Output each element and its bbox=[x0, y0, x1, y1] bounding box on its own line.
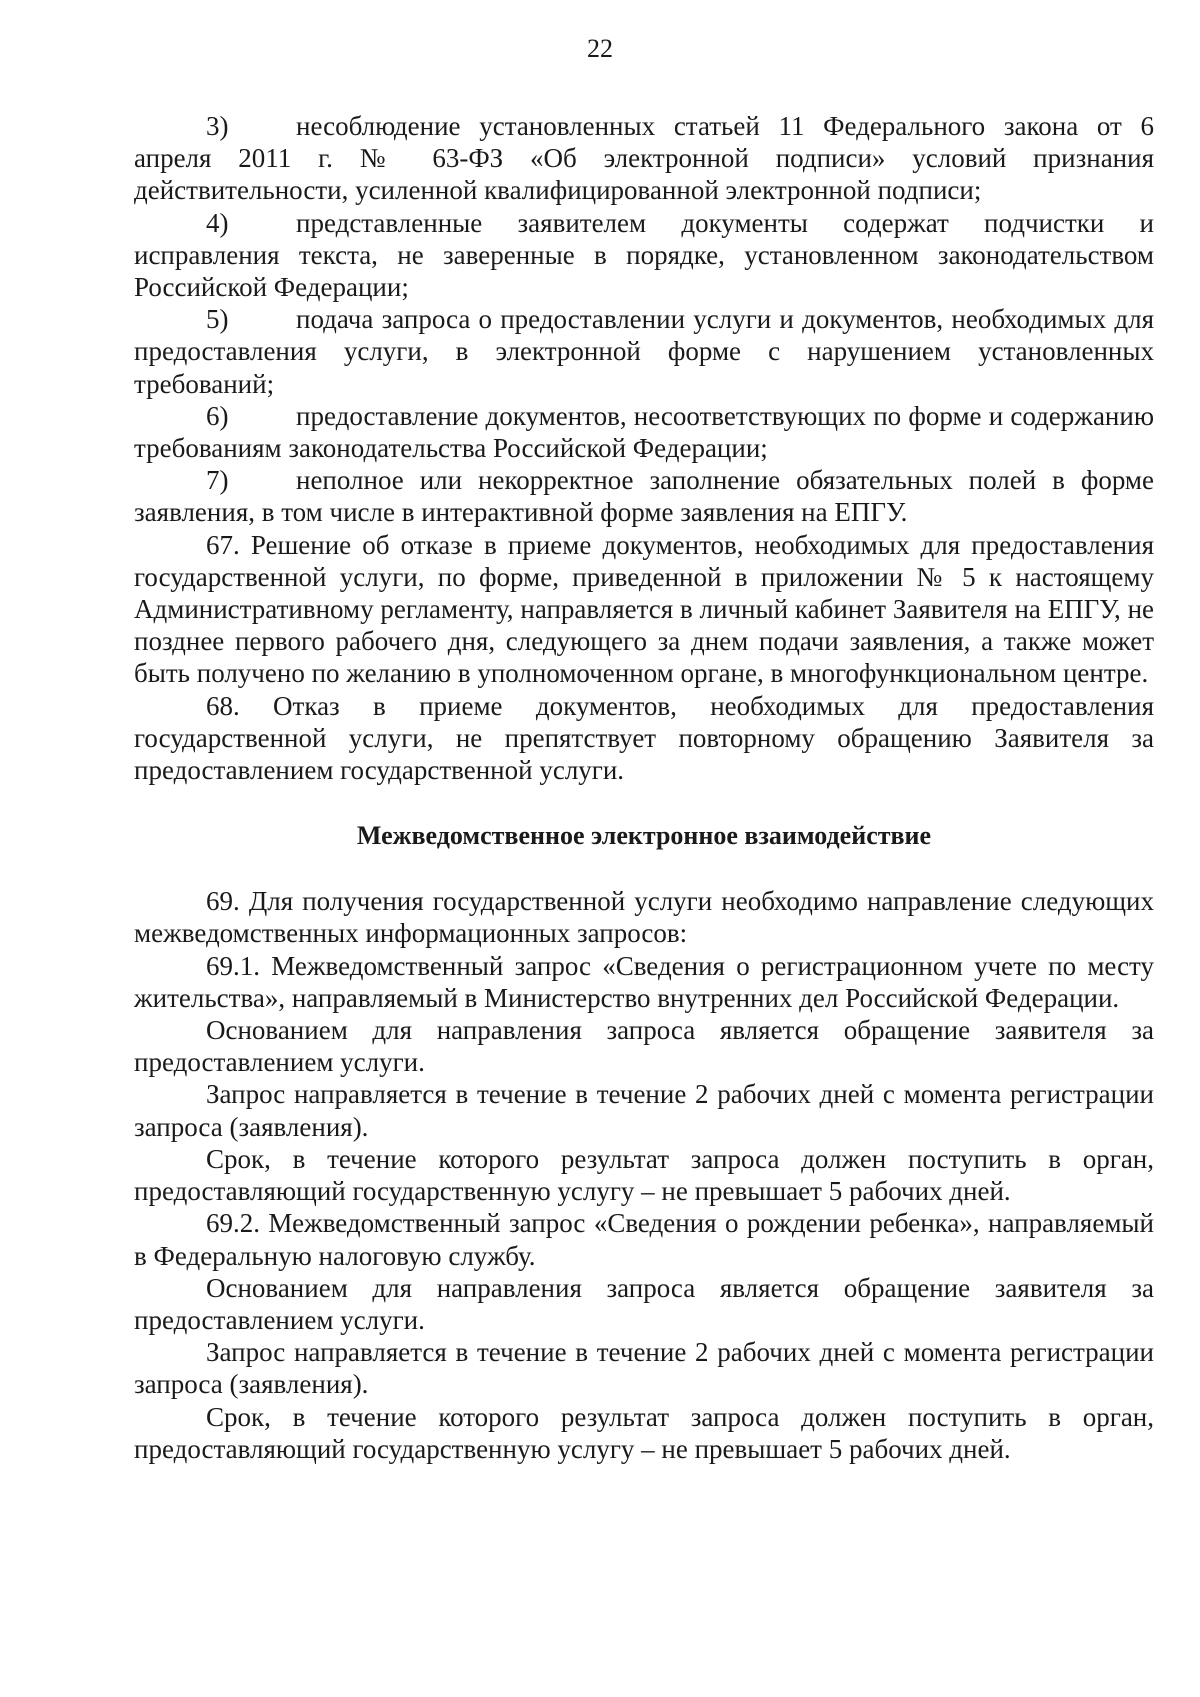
list-item-6 bbox=[134, 400, 1154, 464]
paragraph-69-1: 69.1. Межведомственный запрос «Сведения о регистрационном учете по месту жительства», направляемый в Министерство внутренних дел Российской Федерации. bbox=[134, 950, 1154, 1013]
paragraph-69-1-deadline: Срок, в течение которого результат запроса должен поступить в орган, предоставляющий государственную услугу – не превышает 5 рабочих дней. bbox=[134, 1143, 1154, 1207]
paragraph-69-2-timing: Запрос направляется в течение в течение 2 рабочих дней с момента регистрации запроса (заявления). bbox=[134, 1337, 1154, 1400]
list-item-3 bbox=[134, 110, 1154, 207]
list-item-number: 5) bbox=[206, 304, 229, 335]
paragraph-69-2: 69.2. Межведомственный запрос «Сведения о рождении ребенка», направляемый в Федеральную налоговую службу. bbox=[134, 1208, 1154, 1271]
list-item-text: неполное или некорректное заполнение обязательных полей в форме заявления, в том числе в интерактивной форме заявления на ЕПГУ. bbox=[134, 465, 1154, 528]
paragraph-69-2-basis: Основанием для направления запроса является обращение заявителя за предоставлением услуги. bbox=[134, 1272, 1154, 1335]
paragraph-69: 69. Для получения государственной услуги необходимо направление следующих межведомственных информационных запросов: bbox=[134, 886, 1154, 949]
list-item-5 bbox=[134, 303, 1154, 400]
paragraph-69-1-timing: Запрос направляется в течение в течение 2 рабочих дней с момента регистрации запроса (заявления). bbox=[134, 1079, 1154, 1142]
paragraph-69-1-basis: Основанием для направления запроса является обращение заявителя за предоставлением услуги. bbox=[134, 1015, 1154, 1078]
page-number: 22 bbox=[587, 34, 613, 63]
list-item-text: несоблюдение установленных статьей 11 Федерального закона от 6 апреля 2011 г. № 63-ФЗ «Об электронной подписи» условий признания действительности, усиленной квалифицированной электронной подписи; bbox=[134, 111, 1154, 206]
list-item-text: подача запроса о предоставлении услуги и документов, необходимых для предоставления услуги, в электронной форме с нарушением установленных требований; bbox=[134, 304, 1154, 399]
list-item-number: 4) bbox=[206, 207, 229, 238]
list-item-text: представленные заявителем документы содержат подчистки и исправления текста, не заверенные в порядке, установленном законодательством Российской Федерации; bbox=[134, 207, 1154, 303]
paragraph-68: 68. Отказ в приеме документов, необходимых для предоставления государственной услуги, не препятствует повторному обращению Заявителя за предоставлением государственной услуги. bbox=[134, 690, 1154, 786]
section-heading: Межведомственное электронное взаимодействие bbox=[356, 821, 932, 851]
paragraph-69-2-deadline: Срок, в течение которого результат запроса должен поступить в орган, предоставляющий государственную услугу – не превышает 5 рабочих дней. bbox=[134, 1401, 1154, 1464]
paragraph-67: 67. Решение об отказе в приеме документов, необходимых для предоставления государственной услуги, по форме, приведенной в приложении № 5 к настоящему Административному регламенту, направляется в личный кабинет Заявителя на ЕПГУ, не позднее первого рабочего дня, следующего за днем подачи заявления, а также может быть получено по желанию в уполномоченном органе, в многофункциональном центре. bbox=[134, 529, 1154, 689]
list-item-4 bbox=[134, 207, 1154, 304]
list-item-number: 3) bbox=[206, 111, 229, 141]
list-item-number: 6) bbox=[206, 400, 229, 431]
list-item-text: предоставление документов, несоответствующих по форме и содержанию требованиям законодательства Российской Федерации; bbox=[134, 400, 1154, 464]
document-body bbox=[134, 110, 1154, 1465]
list-item-7 bbox=[134, 464, 1154, 528]
list-item-number: 7) bbox=[206, 465, 229, 496]
